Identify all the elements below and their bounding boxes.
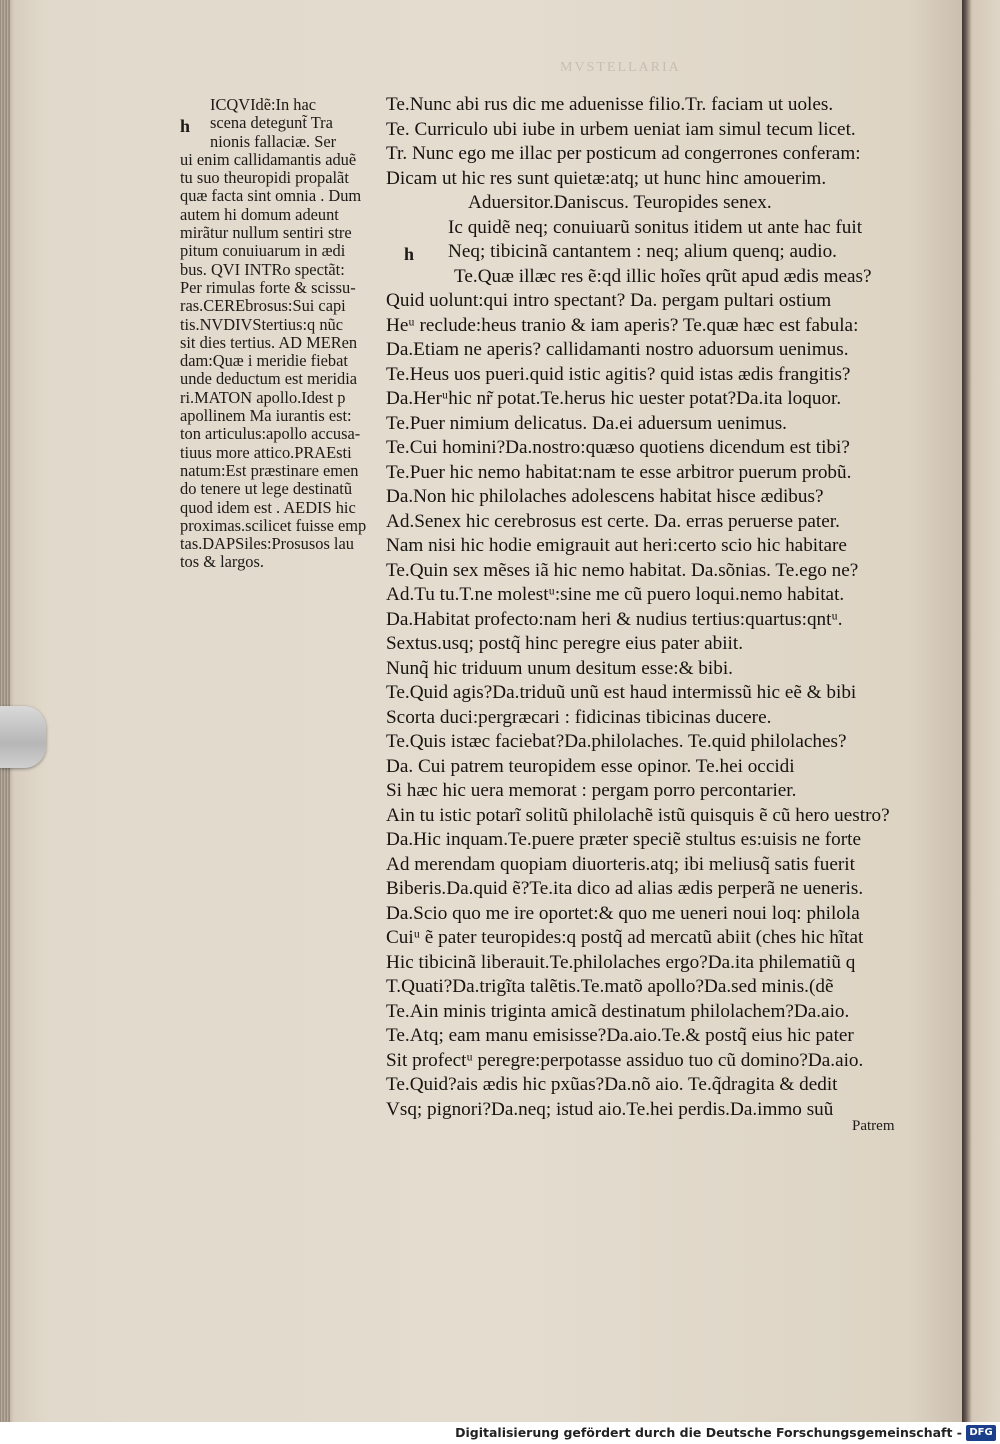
margin-marker: h [180,116,191,136]
commentary-line: natum:Est præstinare emen [180,460,359,480]
page-clip [0,706,46,768]
catchword: Patrem [852,1118,895,1134]
text-line: Te.Puer nimium delicatus. Da.ei aduersum uenimus. [386,412,787,434]
text-line: Ic quidẽ neq; conuiuarũ sonitus itidem ut ante hac fuit [448,216,863,238]
commentary-line: ras.CEREbrosus:Sui capi [180,296,346,316]
commentary-line: pitum conuiuarum in ædi [180,241,346,261]
facing-page-edge [962,0,1000,1422]
text-line: Ad.Tu tu.T.ne molestᵘ:sine me cũ puero loqui.nemo habitat. [386,584,845,605]
text-line: Hic tibicinã liberauit.Te.philolaches ergo?Da.ita philematiũ q [386,951,856,973]
text-line: Te.Cui homini?Da.nostro:quæso quotiens dicendum est tibi? [386,437,850,458]
text-line: Te.Quid?ais ædis hic pxũas?Da.nõ aio. Te.q̃dragita & dedit [386,1074,838,1095]
text-line: Vsq; pignori?Da.neq; istud aio.Te.hei perdis.Da.immo suũ [386,1098,834,1120]
commentary-line: nionis fallaciæ. Ser [210,131,337,151]
commentary-line: tu suo theuropidi propalãt [180,168,349,188]
commentary-line: autem hi domum adeunt [180,204,339,224]
text-line: T.Quati?Da.trigĩta talẽtis.Te.matõ apollo?Da.sed minis.(dẽ [386,976,834,997]
text-line: Biberis.Da.quid ẽ?Te.ita dico ad alias ædis perperã ne ueneris. [386,878,864,899]
commentary-line: ICQVIdẽ:In hac [210,95,317,114]
commentary-line: sit dies tertius. AD MERen [180,332,358,352]
text-line: Ad.Senex hic cerebrosus est certe. Da. erras peruerse pater. [386,510,840,532]
commentary-column [180,96,376,572]
funding-credit: Digitalisierung gefördert durch die Deutsche Forschungsgemeinschaft - [455,1425,962,1440]
text-line: Heᵘ reclude:heus tranio & iam aperis? Te.quæ hæc est fabula: [386,314,859,336]
text-line: Te.Heus uos pueri.quid istic agitis? quid istas ædis frangitis? [386,363,851,385]
dfg-logo: DFG [966,1425,996,1441]
commentary-line: ton articulus:apollo accusa- [180,424,361,444]
footer-bar [0,1422,1000,1444]
commentary-line: ui enim callidamantis aduẽ [180,149,357,169]
commentary-line: mirãtur nullum sentiri stre [180,223,352,243]
commentary-line: do tenere ut lege destinatũ [180,479,353,499]
commentary-line: unde deductum est meridia [180,369,358,389]
text-line: Te.Ain minis triginta amicã destinatum philolachem?Da.aio. [386,1000,850,1022]
text-line: Da.Habitat profecto:nam heri & nudius tertius:quartus:qntᵘ. [386,608,843,630]
commentary-line: tiuus more attico.PRAEsti [180,442,352,462]
text-line: Ad merendam quopiam diuorteris.atq; ibi meliusq̃ satis fuerit [386,853,855,875]
text-line: Te.Atq; eam manu emisisse?Da.aio.Te.& postq̃ eius hic pater [386,1025,854,1046]
commentary-line: quæ facta sint omnia . Dum [180,186,362,206]
margin-marker: h [404,244,415,264]
commentary-line: dam:Quæ i meridie fiebat [180,351,348,371]
text-line: Tr. Nunc ego me illac per posticum ad congerrones conferam: [386,143,861,164]
commentary-line: quod idem est . AEDIS hic [180,497,356,517]
commentary-line: Per rimulas forte & scissu- [180,277,356,297]
main-text-column [386,93,926,1122]
text-line: Nam nisi hic hodie emigrauit aut heri:certo scio hic habitare [386,535,847,556]
commentary-line: proximas.scilicet fuisse emp [180,515,367,535]
commentary-line: bus. QVI INTRo spectãt: [180,259,345,279]
text-line: Nunq̃ hic triduum unum desitum esse:& bibi. [386,657,733,679]
text-line: Da.Scio quo me ire oportet:& quo me ueneri noui loq: philola [386,902,860,924]
text-line: Te. Curriculo ubi iube in urbem ueniat iam simul tecum licet. [386,118,856,140]
commentary-line: tos & largos. [180,552,264,572]
text-line: Si hæc hic uera memorat : pergam porro percontarier. [386,780,797,801]
commentary-line: ri.MATON apollo.Idest p [180,387,346,407]
text-line: Te.Quin sex mẽses iã hic nemo habitat. Da.sõnias. Te.ego ne? [386,559,859,581]
text-line: Te.Quis istæc faciebat?Da.philolaches. Te.quid philolaches? [386,731,847,752]
commentary-line: tis.NVDIVStertius:q nũc [180,314,343,334]
text-line: Da.Non hic philolaches adolescens habitat hisce ædibus? [386,486,824,507]
text-line: Neq; tibicinã cantantem : neq; alium quenq; audio. [448,241,837,262]
scene-heading: Aduersitor.Daniscus. Teuropides senex. [468,192,772,213]
text-line: Te.Puer hic nemo habitat:nam te esse arbitror puerum probũ. [386,461,852,483]
text-line: Cuiᵘ ẽ pater teuropides:q postq̃ ad mercatũ abiit (ches hic hĩtat [386,927,864,948]
text-line: Te.Quid agis?Da.triduũ unũ est haud intermissũ hic eẽ & bibi [386,682,857,703]
text-line: Da. Cui patrem teuropidem esse opinor. Te.hei occidi [386,755,795,777]
text-line: Te.Nunc abi rus dic me aduenisse filio.Tr. faciam ut uoles. [386,94,834,115]
commentary-line: scena detegunt̃ Tra [210,113,333,133]
text-line: Ain tu istic potarĩ solitũ philolachẽ istũ quisquis ẽ cũ hero uestro? [386,804,890,826]
text-line: Scorta duci:pergræcari : fidicinas tibicinas ducere. [386,706,772,728]
bleed-through-header: MVSTELLARIA [560,60,681,75]
commentary-line: tas.DAPSiles:Prosusos lau [180,534,354,554]
text-line: Da.Etiam ne aperis? callidamanti nostro aduorsum uenimus. [386,339,849,360]
text-line: Da.Herᵘhic nr̃ potat.Te.herus hic uester potat?Da.ita loquor. [386,388,842,409]
text-line: Da.Hic inquam.Te.puere præter speciẽ stultus es:uisis ne forte [386,829,862,850]
text-line: Sit profectᵘ peregre:perpotasse assiduo tuo cũ domino?Da.aio. [386,1049,864,1071]
text-line: Te.Quæ illæc res ẽ:qd illic hoĩes qrũt apud ædis meas? [454,265,872,287]
text-line: Dicam ut hic res sunt quietæ:atq; ut hunc hinc amouerim. [386,167,827,189]
commentary-line: apollinem Ma iurantis est: [180,406,352,426]
text-line: Sextus.usq; postq̃ hinc peregre eius pater abiit. [386,633,744,654]
text-line: Quid uolunt:qui intro spectant? Da. pergam pultari ostium [386,290,832,311]
